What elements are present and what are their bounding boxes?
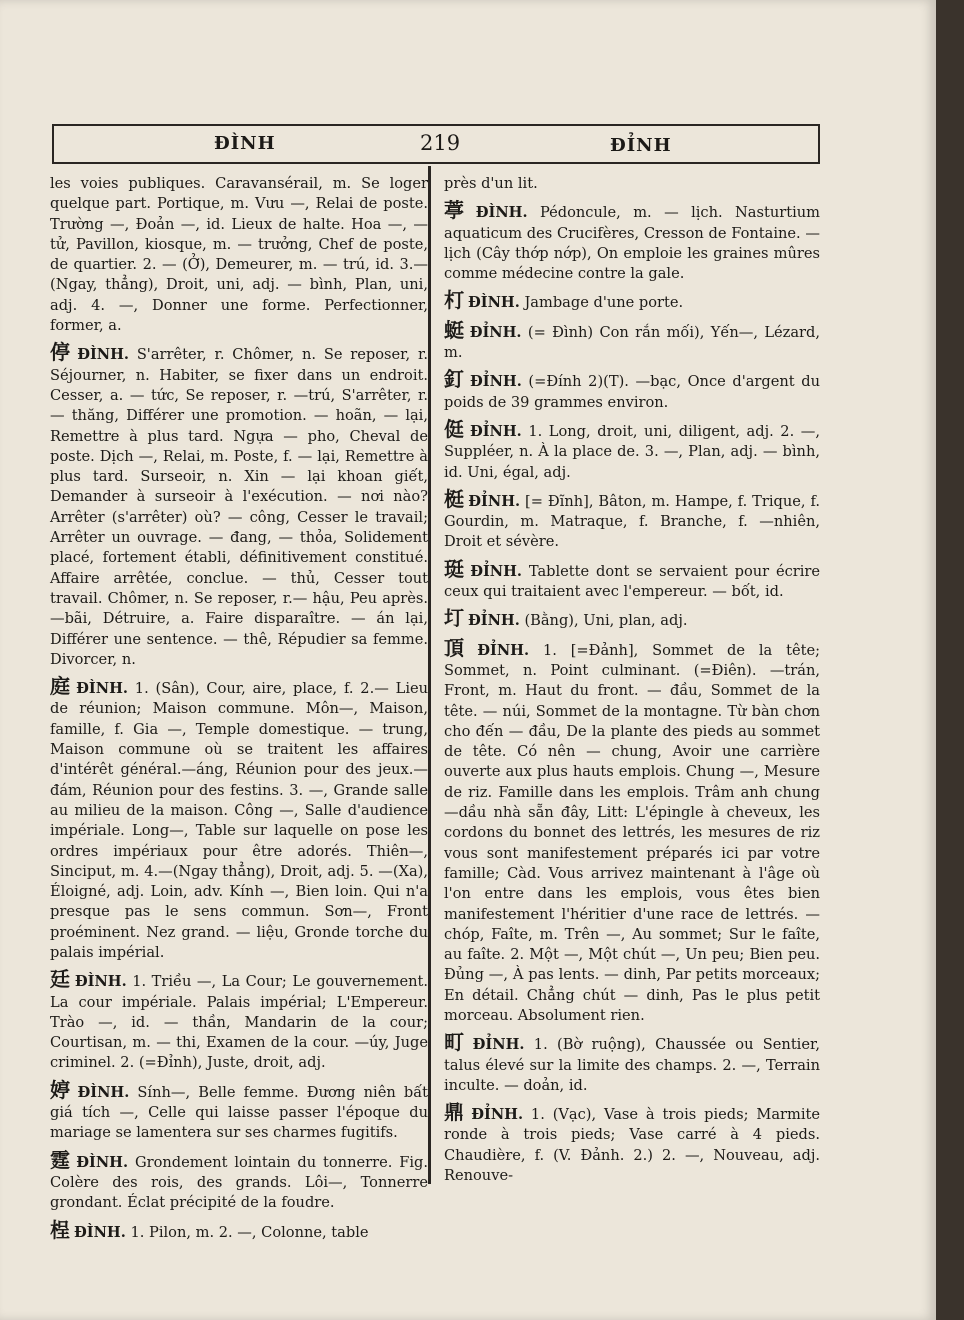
dictionary-entry	[444, 369, 820, 413]
entry-headword: ĐÌNH.	[76, 680, 128, 698]
entry-character: 葶	[444, 198, 472, 223]
dictionary-entry	[444, 416, 821, 483]
dictionary-entry	[50, 676, 428, 963]
entry-text: Pédoncule, m. — lịch. Nasturtium aquaticum des Crucifères, Cresson de Fontaine. — lịch (Cây thớp nớp), On emploie les graines mûres comme médecine contre la gale.	[444, 204, 821, 283]
entry-headword: ĐỈNH.	[469, 373, 522, 391]
dictionary-entry	[444, 635, 821, 1027]
right-column	[444, 174, 820, 1192]
entry-headword: ĐÌNH.	[77, 1083, 130, 1101]
entry-text: (= Đình) Con rắn mối), Yến—, Lézard, m.	[444, 323, 820, 362]
entry-text: Jambage d'une porte.	[524, 294, 684, 312]
entry-headword: ĐỈNH.	[468, 492, 521, 510]
dictionary-entry	[444, 1032, 820, 1096]
entry-text: Grondement lointain du tonnerre. Fig. Colère des rois, des grands. Lôi—, Tonnerre grondant. Éclat précipité de la foudre.	[50, 1153, 428, 1212]
dictionary-entry	[444, 486, 820, 553]
dictionary-entry	[444, 556, 821, 603]
header-right-word: ĐỈNH	[610, 135, 672, 156]
entry-character: 鼎	[444, 1100, 468, 1125]
entry-text: [= Đĩnh], Bâton, m. Hampe, f. Trique, f. Gourdin, m. Matraque, f. Branche, f. —nhiên, Droit et sévère.	[444, 492, 820, 551]
entry-headword: ĐÌNH.	[475, 204, 528, 222]
entry-character: 珽	[444, 556, 467, 581]
dictionary-entry	[444, 317, 820, 364]
entry-headword: ĐÌNH.	[74, 973, 127, 991]
entry-character: 朾	[444, 288, 464, 313]
header-left-word: ĐÌNH	[214, 133, 276, 154]
entry-text: 1. Long, droit, uni, diligent, adj. 2. —, Suppléer, n. À la place de. 3. —, Plan, adj. — bình, id. Uni, égal, adj.	[444, 422, 821, 481]
entry-headword: ĐỈNH.	[471, 1106, 524, 1124]
entry-text: 1. (Bờ ruộng), Chaussée ou Sentier, talus élevé sur la limite des champs. 2. —, Terrain inculte. — doản, id.	[444, 1036, 821, 1094]
entry-headword: ĐÌNH.	[74, 1223, 126, 1241]
entry-text: (=Đính 2)(T). —bạc, Once d'argent du poids de 39 grammes environ.	[444, 373, 821, 411]
dictionary-entry	[444, 1102, 820, 1186]
book-edge	[936, 0, 964, 1320]
dictionary-entry	[444, 200, 820, 284]
entry-character: 侹	[444, 416, 466, 441]
entry-character: 庭	[50, 674, 73, 699]
entry-character: 霆	[50, 1147, 73, 1172]
entry-headword: ĐÌNH.	[77, 346, 129, 364]
dictionary-entry	[444, 608, 820, 631]
entry-headword: ĐỈNH.	[472, 1036, 525, 1054]
entry-character: 婷	[50, 1077, 74, 1102]
entry-headword: ĐÌNH.	[76, 1153, 129, 1171]
entry-text: Sính—, Belle femme. Đương niên bất giá tích —, Celle qui laisse passer l'époque du mariage se lamentera sur ses charmes fugitifs.	[50, 1083, 428, 1142]
entry-headword: ĐỈNH.	[477, 641, 530, 659]
entry-character: 梃	[444, 486, 465, 511]
entry-headword: ĐỈNH.	[470, 562, 522, 580]
dictionary-entry	[50, 1077, 428, 1144]
page-number: 219	[420, 131, 461, 155]
entry-text: (Bằng), Uni, plan, adj.	[524, 612, 688, 630]
entry-text: 1. [=Đảnh], Sommet de la tête; Sommet, n. Point culminant. (=Điên). —trán, Front, m. Haut du front. — đầu, Sommet de la tête. — núi, Sommet de la montagne. Từ bàn chơn cho đến — đầu, De la plante des pieds au sommet de tête. Có nên — chung, Avoir une carrière ouverte aux plus hauts emplois. Chung —, Mesure de riz. Famille dans les emplois. Trâm anh chung—dầu nhà sẵn đây, Litt: L'épingle à cheveux, les cordons du bonnet des lettrés, les mesures de riz vous sont manifestement préparés ici par votre famille; Càd. Vous arrivez maintenant à l'âge où l'on entre dans les emplois, vous êtes bien manifestement l'héritier d'une race de lettrés. — chóp, Faîte, m. Trên —, Au sommet; Sur le faîte, au faîte. 2. Một —, Một chút —, Un peu; Bien peu. Đủng —, À pas lents. — dinh, Par petits morceaux; En détail. Chẳng chút — dinh, Pas le plus petit morceau. Absolument rien.	[444, 641, 821, 1024]
entry-character: 町	[444, 1030, 469, 1055]
entry-headword: ĐÌNH.	[468, 294, 520, 312]
entry-text: 1. Pilon, m. 2. —, Colonne, table	[130, 1223, 369, 1241]
dictionary-entry	[444, 290, 820, 313]
entry-character: 釘	[444, 367, 466, 392]
column-divider	[428, 166, 431, 1184]
entry-character: 頂	[444, 635, 474, 660]
entry-headword: ĐỈNH.	[469, 422, 522, 440]
dictionary-entry	[444, 174, 820, 194]
entry-character: 圢	[444, 606, 464, 631]
dictionary-entry	[50, 1217, 428, 1243]
dictionary-entry	[50, 969, 428, 1073]
dictionary-entry	[50, 342, 428, 670]
entry-text: Tablette dont se servaient pour écrire ceux qui traitaient avec l'empereur. — bốt, id.	[444, 562, 821, 601]
entry-text: 1. Triều —, La Cour; Le gouvernement. La cour impériale. Palais impérial; L'Empereur. Trào —, id. — thần, Mandarin de la cour; Courtisan, m. — thi, Examen de la cour. —úy, Juge criminel. 2. (=Đỉnh), Juste, droit, adj.	[50, 973, 429, 1072]
entry-text: S'arrêter, r. Chômer, n. Se reposer, r. Séjourner, n. Habiter, se fixer dans un endroit. Cesser, a. — tức, Se reposer, r. —trú, S'arrêter, r. — thăng, Différer une promotion. — hoãn, — lại, Remettre à plus tard. Ngựa — pho, Cheval de poste. Dịch —, Relai, m. Poste, f. — lại, Remettre à plus tard. Surseoir, n. Xin — lại khoan giết, Demander à surseoir à l'exécution. — nơi nào? Arrêter (s'arrêter) où? — công, Cesser le travail; Arrêter un ouvrage. — đang, — thỏa, Solidement placé, fortement établi, définitivement constitué. Affaire arrêtée, conclue. — thủ, Cesser tout travail. Chômer, n. Se reposer, r.— hậu, Peu après. —bãi, Détruire, a. Faire disparaître. — án lại, Différer une sentence. — thê, Répudier sa femme. Divorcer, n.	[50, 346, 428, 668]
entry-character: 桯	[50, 1217, 70, 1242]
entry-text: les voies publiques. Caravansérail, m. Se loger quelque part. Portique, m. Vưu —, Relai de poste. Trường —, Đoản —, id. Lieux de halte. Hoa —, — tử, Pavillon, kiosque, m. — trưởng, Chef de poste, de quartier. 2. — (Ở), Demeurer, m. — trú, id. 3.— (Ngay, thẳng), Droit, uni, adj. — bình, Plan, uni, adj. 4. —, Donner une forme. Perfectionner, former, a.	[50, 175, 428, 335]
entry-text: 1. (Sân), Cour, aire, place, f. 2.— Lieu de réunion; Maison commune. Môn—, Maison, famille, f. Gia —, Temple domestique. — trung, Maison commune où se traitent les affaires d'intérêt général.—áng, Réunion pour des jeux.— đám, Réunion pour des festins. 3. —, Grande salle au milieu de la maison. Công —, Salle d'audience impériale. Long—, Table sur laquelle on pose les ordres impériaux pour être adorés. Thiên—, Sinciput, m. 4.—(Ngay thẳng), Droit, adj. 5. —(Xa), Éloigné, adj. Loin, adv. Kính —, Bien loin. Qui n'a presque pas le sens commun. Sơn—, Front proéminent. Nez grand. — liệu, Gronde torche du palais impérial.	[50, 680, 429, 961]
dictionary-entry	[50, 1147, 428, 1214]
left-column	[50, 174, 428, 1249]
entry-text: 1. (Vạc), Vase à trois pieds; Marmite ronde à trois pieds; Vase carré à 4 pieds. Chaudière, f. (V. Đảnh. 2.) 2. —, Nouveau, adj. Renouve-	[444, 1106, 821, 1185]
page-header	[52, 124, 820, 164]
entry-text: près d'un lit.	[444, 175, 538, 192]
entry-character: 停	[50, 340, 74, 365]
entry-headword: ĐỈNH.	[469, 323, 522, 341]
entry-headword: ĐỈNH.	[468, 612, 520, 630]
dictionary-entry	[50, 174, 428, 336]
entry-character: 蜓	[444, 317, 466, 342]
entry-character: 廷	[50, 967, 71, 992]
